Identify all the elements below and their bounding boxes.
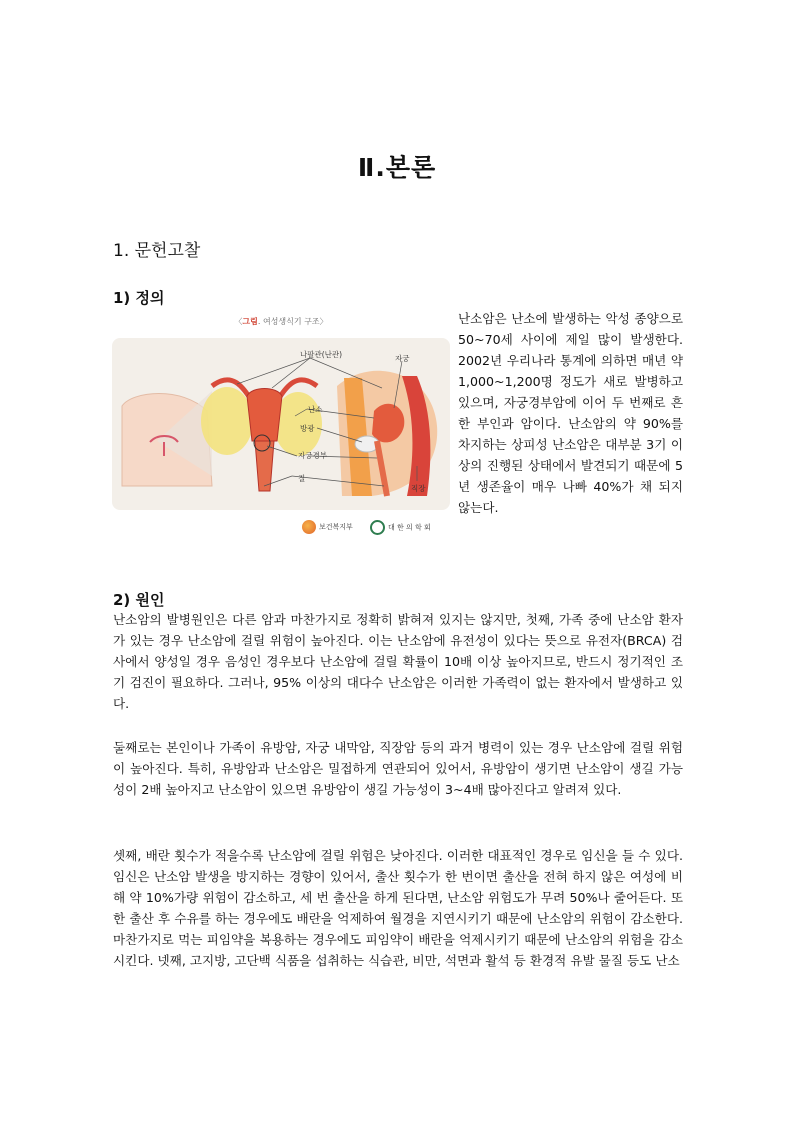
reproductive-anatomy-figure	[112, 316, 450, 544]
definition-text: 난소암은 난소에 발생하는 악성 종양으로 50~70세 사이에 제일 많이 발생한다. 2002년 우리나라 통계에 의하면 매년 약 1,000~1,200명 정도가 새로 발병하고 있으며, 자궁경부암에 이어 두 번째로 흔한 부인과 암이다. 난소암의 약 90%를 차지하는 상피성 난소암은 대부분 3기 이상의 진행된 상태에서 발견되기 때문에 5년 생존율이 매우 나빠 40%가 채 되지 않는다.	[458, 311, 683, 515]
figure-caption: 〈그림. 여성생식기 구조〉	[234, 317, 328, 326]
cause-paragraph: 둘째로는 본인이나 가족이 유방암, 자궁 내막암, 직장암 등의 과거 병력이 있는 경우 난소암에 걸릴 위험이 높아진다. 특히, 유방암과 난소암은 밀접하게 연관되어 있어서, 유방암이 생기면 난소암이 생길 가능성이 2배 높아지고 난소암이 있으면 유방암이 생길 가능성이 3~4배 많아진다고 알려져 있다.	[113, 740, 683, 797]
ministry-logo: 보건복지부	[302, 520, 353, 534]
label-rectum: 직장	[411, 484, 426, 493]
page-title: Ⅱ.본론	[357, 153, 437, 182]
label-cervix: 자궁경부	[298, 451, 327, 460]
figure-logos	[302, 518, 450, 540]
figure-caption-text: . 여성생식기 구조	[257, 317, 320, 326]
cause-paragraph: 셋째, 배란 횟수가 적을수록 난소암에 걸릴 위험은 낮아진다. 이러한 대표적인 경우로 임신을 들 수 있다. 임신은 난소암 발생을 방지하는 경향이 있어서, 출산 횟수가 한 번이면 출산을 전혀 하지 않은 여성에 비해 약 10%가량 위험이 감소하고, 세 번 출산을 하게 된다면, 난소암 위험도가 무려 50%나 줄어든다. 또한 출산 후 수유를 하는 경우에도 배란을 억제하여 월경을 지연시키기 때문에 난소암의 위험이 감소한다. 마찬가지로 먹는 피임약을 복용하는 경우에도 피임약이 배란을 억제시키기 때문에 난소암의 위험을 감소시킨다. 넷째, 고지방, 고단백 식품을 섭취하는 식습관, 비만, 석면과 활석 등 환경적 유발 물질 등도 난소	[113, 848, 683, 968]
definition-heading: 1) 정의	[113, 289, 165, 307]
cause-paragraph: 난소암의 발병원인은 다른 암과 마찬가지로 정확히 밝혀져 있지는 않지만, 첫째, 가족 중에 난소암 환자가 있는 경우 난소암에 걸릴 위험이 높아진다. 이는 난소암에 유전성이 있다는 뜻으로 유전자(BRCA) 검사에서 양성일 경우 음성인 경우보다 난소암에 걸릴 확률이 10배 이상 높아지므로, 반드시 정기적인 조기 검진이 필요하다. 그러나, 95% 이상의 대다수 난소암은 이러한 가족력이 없는 환자에서 발생하고 있다.	[113, 612, 683, 711]
anatomy-illustration	[112, 316, 450, 510]
label-ovary: 난소	[308, 405, 323, 414]
cause-heading: 2) 원인	[113, 591, 165, 609]
figure-caption-label: 그림	[242, 317, 258, 326]
ministry-emblem-icon	[302, 520, 316, 534]
label-vagina: 질	[298, 474, 306, 483]
label-bladder: 방광	[300, 424, 315, 433]
label-uterus: 자궁	[395, 354, 410, 363]
section-heading: 1. 문헌고찰	[113, 241, 201, 261]
academy-logo: 대 한 의 학 회	[370, 520, 431, 535]
label-fallopian-tube: 나팔관(난관)	[300, 350, 343, 359]
academy-emblem-icon	[370, 520, 385, 535]
